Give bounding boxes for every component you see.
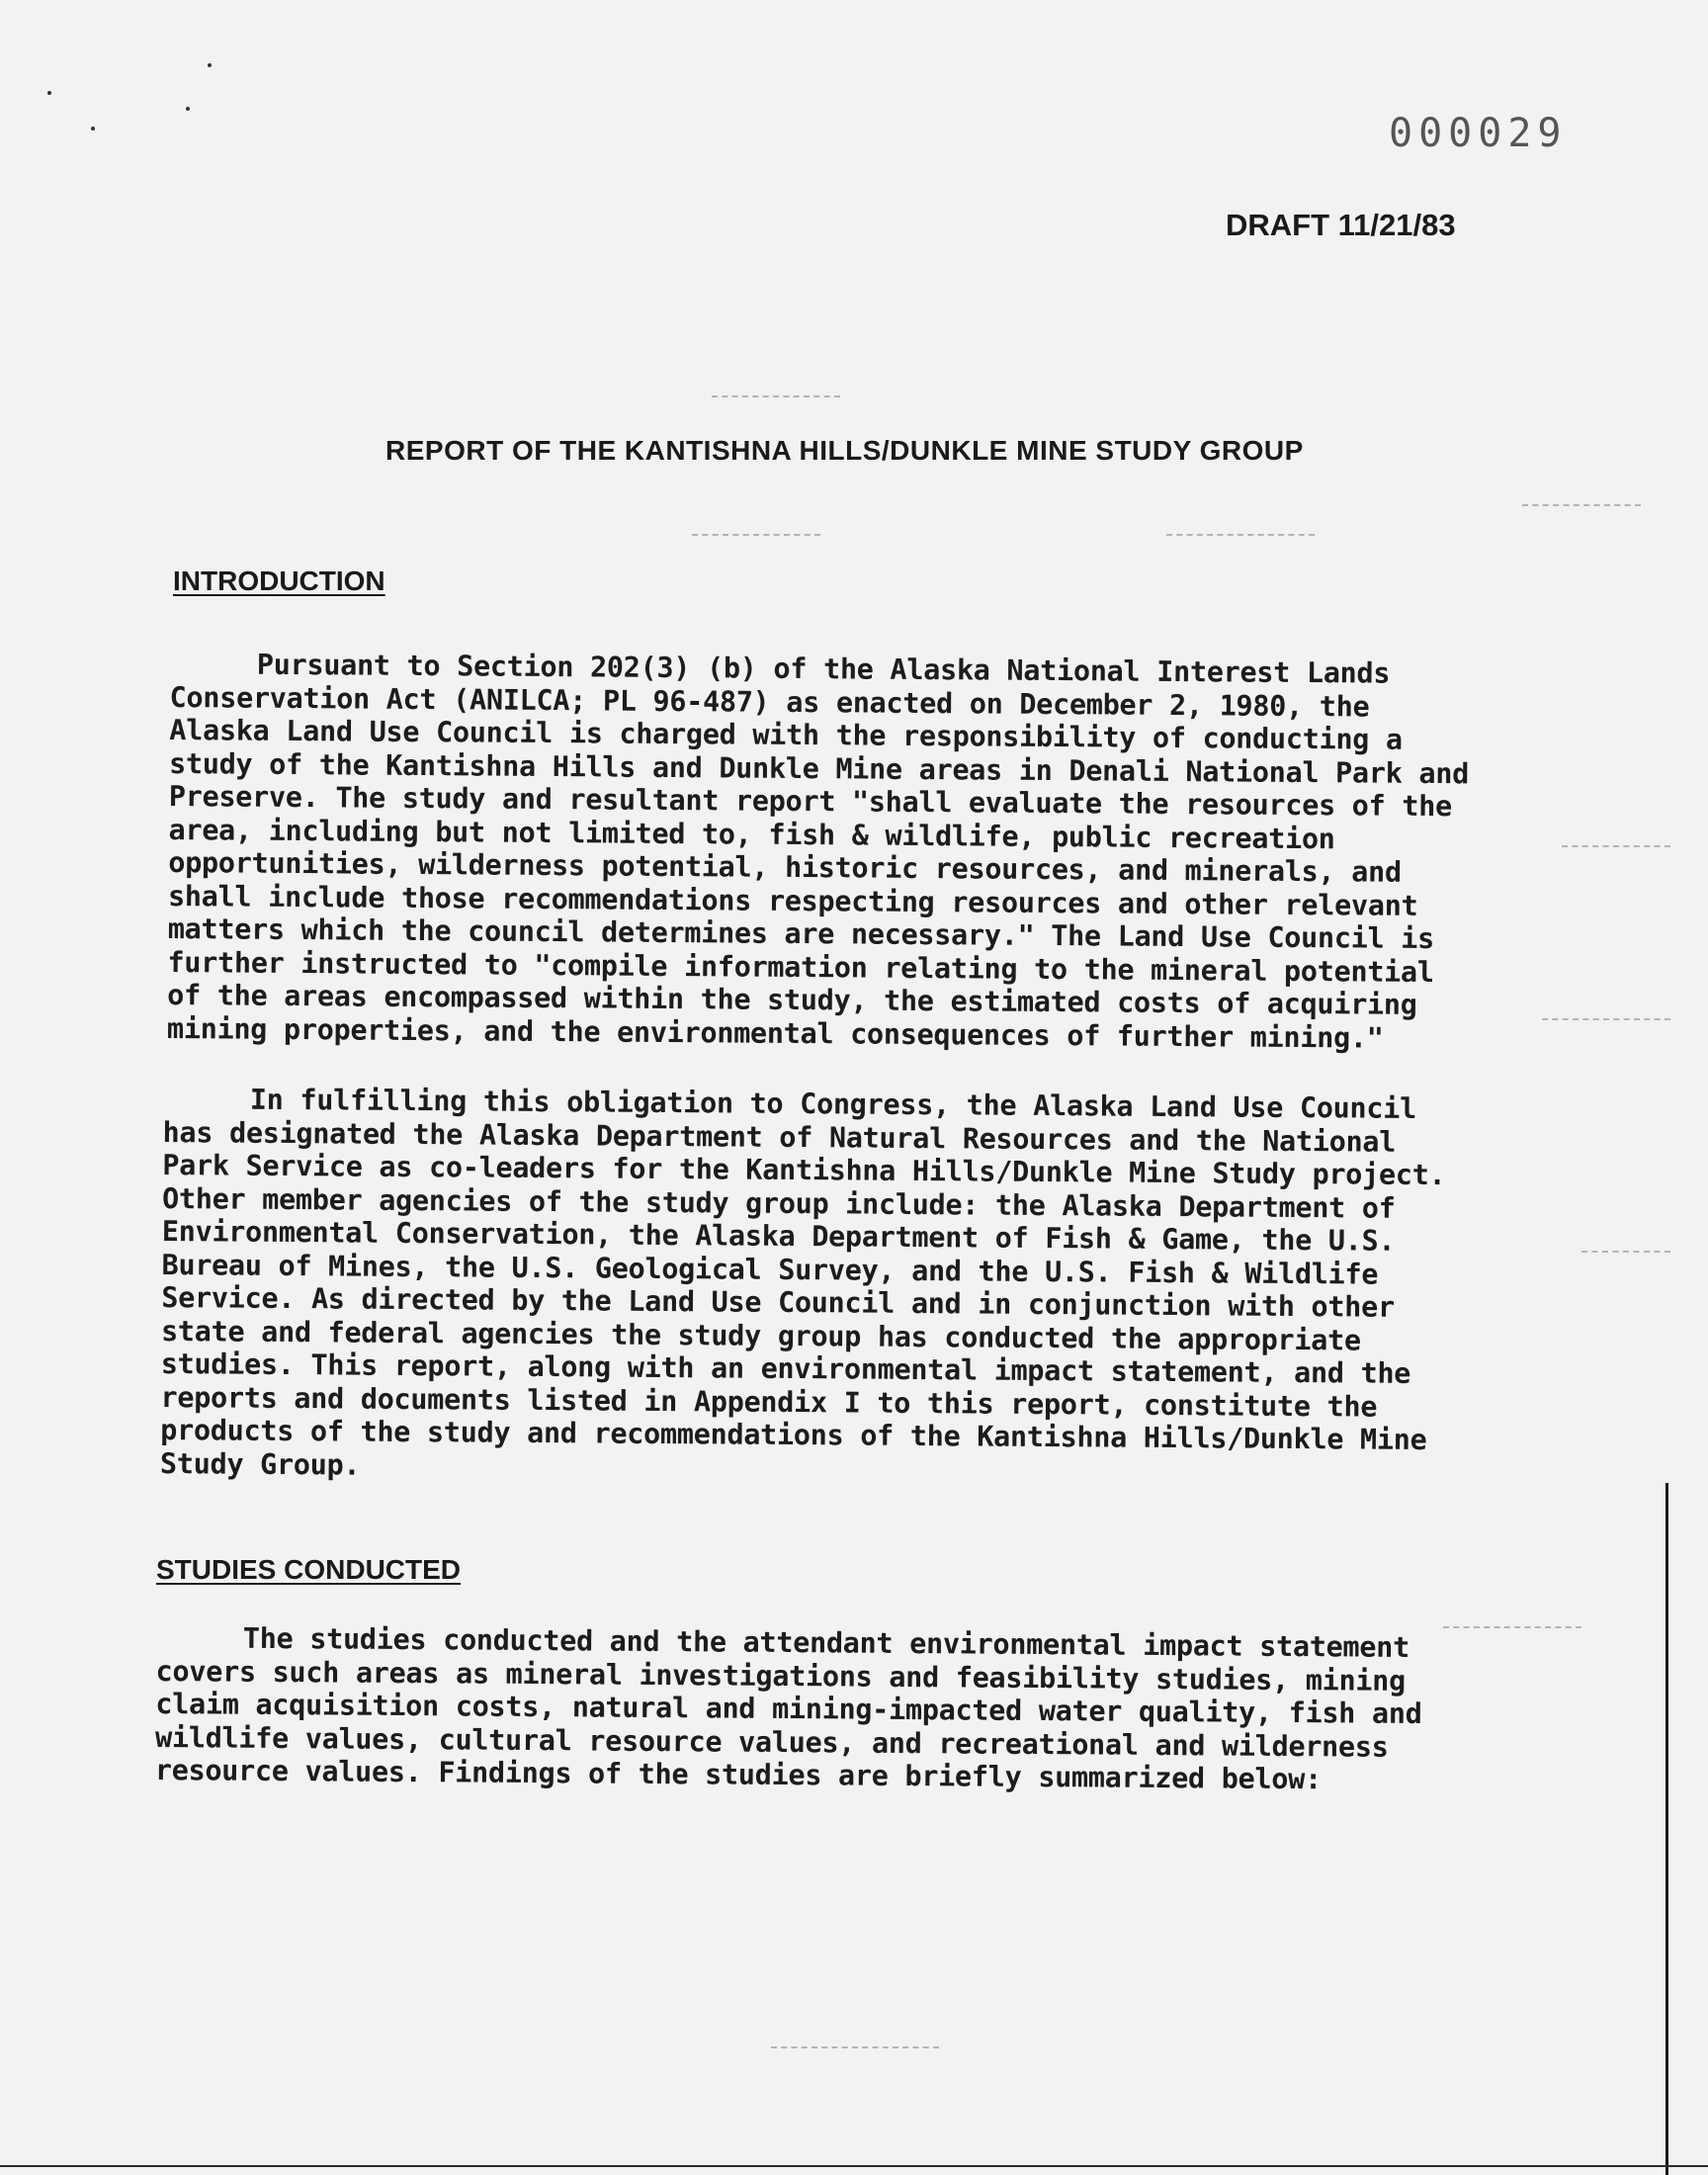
scan-artifact bbox=[712, 395, 840, 397]
scan-artifact bbox=[1166, 534, 1315, 536]
scan-artifact bbox=[1542, 1018, 1670, 1020]
scan-edge-bottom bbox=[0, 2165, 1708, 2167]
introduction-paragraph-2: In fulfilling this obligation to Congress, the Alaska Land Use Council has designated the Alaska Department of Natural Resources and the National Park Service as co-leaders for the Kantishna Hills/Dunkle Mine Study project. Other member agencies of the study group include: the Alaska Department of Environmental Conservation, the Alaska Department of Fish & Game, the U.S. Bureau of Mines, the U.S. Geological Survey, and the U.S. Fish & Wildlife Service. As directed by the Land Use Council and in conjunction with other state and federal agencies the study group has conducted the appropriate studies. This report, along with an environmental impact statement, and the reports and documents listed in Appendix I to this report, constitute the products of the study and recommendations of the Kantishna Hills/Dunkle Mine Study Group. bbox=[159, 1083, 1446, 1482]
scan-speck bbox=[208, 63, 212, 67]
scan-artifact bbox=[1443, 1626, 1581, 1628]
introduction-paragraph-1: Pursuant to Section 202(3) (b) of the Alaska National Interest Lands Conservation Act (ANILCA; PL 96-487) as enacted on December 2, 1980, the Alaska Land Use Council is charged with the responsibility of conducting a study of the Kantishna Hills and Dunkle Mine areas in Denali National Park and Preserve. The study and resultant report "shall evaluate the resources of the area, including but not limited to, fish & wildlife, public recreation opportunities, wilderness potential, historic resources, and minerals, and shall include those recommendations respecting resources and other relevant matters which the council determines are necessary." The Land Use Council is further instructed to "compile information relating to the mineral potential of the areas encompassed within the study, the estimated costs of acquiring mining properties, and the environmental consequences of further mining." bbox=[166, 648, 1470, 1055]
scan-speck bbox=[186, 107, 190, 111]
report-title: REPORT OF THE KANTISHNA HILLS/DUNKLE MINE STUDY GROUP bbox=[385, 435, 1304, 466]
scan-edge-right bbox=[1665, 1483, 1668, 2175]
scan-speck bbox=[91, 127, 95, 130]
scan-artifact bbox=[771, 2046, 939, 2048]
section-heading-introduction: INTRODUCTION bbox=[173, 566, 385, 596]
scan-artifact bbox=[1581, 1251, 1670, 1253]
scan-artifact bbox=[1522, 504, 1641, 506]
scan-speck bbox=[47, 91, 51, 95]
scan-artifact bbox=[1562, 845, 1670, 847]
document-control-number: 000029 bbox=[1389, 111, 1568, 156]
studies-conducted-paragraph: The studies conducted and the attendant environmental impact statement covers such areas as mineral investigations and feasibility studies, mining claim acquisition costs, natural and mining-impacted water quality, fish and wildlife values, cultural resource values, and recreational and wilderness resource values. Findings of the studies are briefly summarized below: bbox=[154, 1621, 1422, 1796]
draft-date-label: DRAFT 11/21/83 bbox=[1226, 208, 1456, 242]
scan-artifact bbox=[692, 534, 820, 536]
section-heading-studies-conducted: STUDIES CONDUCTED bbox=[156, 1554, 462, 1585]
